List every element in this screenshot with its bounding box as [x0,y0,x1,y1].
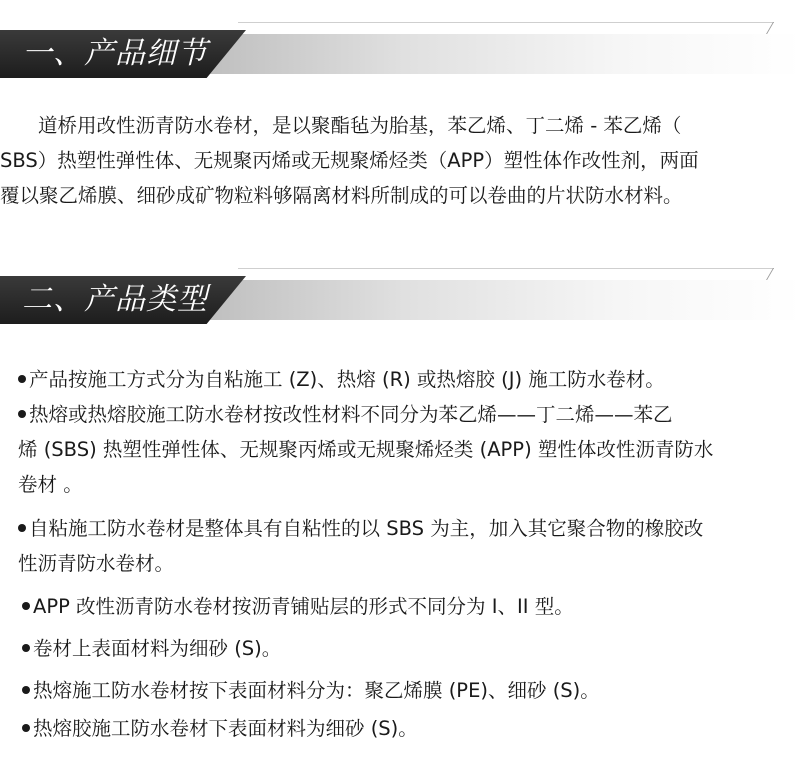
header-rule-end [765,268,774,282]
bullet-icon [22,602,30,610]
list-item [22,589,574,624]
list-item-text: 卷材上表面材料为细砂 (S)。 [33,637,282,660]
list-item [22,673,600,708]
list-item [18,362,665,397]
header-rule [238,268,774,269]
paragraph-line: 覆以聚乙烯膜、细砂成矿物粒料够隔离材料所制成的可以卷曲的片状防水材料。 [0,184,683,207]
section-header-types [0,246,802,317]
list-item [18,397,673,432]
bullet-icon [22,686,30,694]
bullet-icon [22,644,30,652]
header-grey-band [190,280,802,320]
list-item [18,511,703,546]
list-item-text: 热熔或热熔胶施工防水卷材按改性材料不同分为苯乙烯——丁二烯——苯乙 [29,403,673,426]
list-item-continuation: 烯 (SBS) 热塑性弹性体、无规聚丙烯或无规聚烯烃类 (APP) 塑性体改性沥青防水 [18,438,714,461]
bullet-icon [22,724,30,732]
details-paragraph [0,108,790,213]
header-rule-end [765,22,774,36]
section-title-details: 一、产品细节 [22,36,208,71]
header-grey-band [190,34,802,74]
header-rule [238,22,774,23]
list-item [22,631,281,666]
paragraph-line: SBS）热塑性弹性体、无规聚丙烯或无规聚烯烃类（APP）塑性体作改性剂，两面 [0,149,699,172]
bullet-icon [18,524,26,532]
list-item [22,711,418,746]
paragraph-line: 道桥用改性沥青防水卷材，是以聚酯毡为胎基，苯乙烯、丁二烯 - 苯乙烯（ [38,114,682,137]
list-item-text: 热熔施工防水卷材按下表面材料分为：聚乙烯膜 (PE)、细砂 (S)。 [33,679,600,702]
list-item-continuation: 卷材 。 [18,473,83,496]
list-item-text: 自粘施工防水卷材是整体具有自粘性的以 SBS 为主，加入其它聚合物的橡胶改 [29,517,704,540]
list-item-text: APP 改性沥青防水卷材按沥青铺贴层的形式不同分为 I、II 型。 [33,595,574,618]
section-header-details [0,0,802,71]
list-item-text: 热熔胶施工防水卷材下表面材料为细砂 (S)。 [33,717,418,740]
bullet-icon [18,375,26,383]
bullet-icon [18,410,26,418]
list-item-continuation: 性沥青防水卷材。 [18,552,175,575]
list-item-text: 产品按施工方式分为自粘施工 (Z)、热熔 (R) 或热熔胶 (J) 施工防水卷材。 [29,368,665,391]
section-title-types: 二、产品类型 [22,282,208,317]
